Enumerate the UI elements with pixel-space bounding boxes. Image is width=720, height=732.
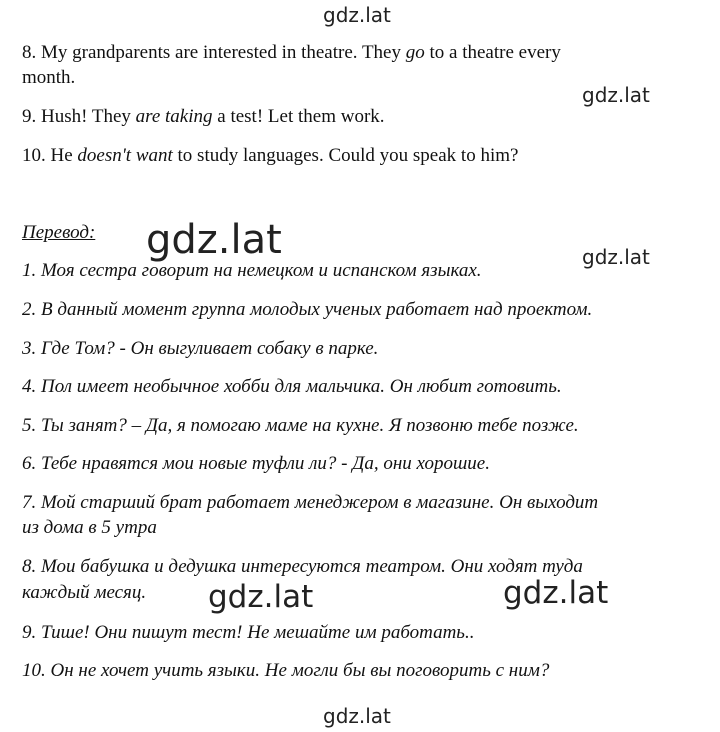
- english-sentence-8-line-2: month.: [22, 67, 76, 88]
- translation-line: 1. Моя сестра говорит на немецком и испанском языках.: [22, 260, 482, 281]
- sentence-text: 8. My grandparents are interested in theatre. They: [22, 42, 406, 63]
- translation-line: 7. Мой старший брат работает менеджером в магазине. Он выходит: [22, 492, 599, 513]
- sentence-text: 9. Hush! They: [22, 106, 136, 127]
- translation-line: 5. Ты занят? – Да, я помогаю маме на кухне. Я позвоню тебе позже.: [22, 415, 579, 436]
- verb-form: doesn't want: [77, 145, 173, 166]
- translation-line: 4. Пол имеет необычное хобби для мальчика. Он любит готовить.: [22, 376, 562, 397]
- translation-heading: Перевод:: [22, 222, 96, 243]
- english-sentence-9: [22, 104, 385, 129]
- translation-line: 8. Мои бабушка и дедушка интересуются театром. Они ходят туда: [22, 556, 583, 577]
- verb-form: go: [405, 42, 425, 63]
- translation-line: 10. Он не хочет учить языки. Не могли бы вы поговорить с ним?: [22, 660, 550, 681]
- watermark-bottom: gdz.lat: [323, 704, 391, 728]
- watermark-right-1: gdz.lat: [582, 83, 650, 107]
- english-sentence-8: [22, 40, 561, 65]
- verb-form: are taking: [135, 106, 213, 127]
- watermark-right-2: gdz.lat: [582, 245, 650, 269]
- sentence-text: to a theatre every: [424, 42, 561, 63]
- watermark-mid-left: gdz.lat: [208, 579, 314, 615]
- watermark-mid-right: gdz.lat: [503, 575, 609, 611]
- sentence-text: a test! Let them work.: [212, 106, 385, 127]
- translation-line: каждый месяц.: [22, 582, 147, 603]
- translation-line: 2. В данный момент группа молодых ученых работает над проектом.: [22, 299, 593, 320]
- sentence-text: to study languages. Could you speak to him?: [172, 145, 519, 166]
- english-sentence-10: [22, 143, 518, 168]
- watermark-big: gdz.lat: [146, 217, 282, 263]
- translation-line: 6. Тебе нравятся мои новые туфли ли? - Да, они хорошие.: [22, 453, 490, 474]
- translation-line: из дома в 5 утра: [22, 517, 157, 538]
- translation-line: 9. Тише! Они пишут тест! Не мешайте им работать..: [22, 622, 475, 643]
- watermark-top: gdz.lat: [323, 3, 391, 27]
- sentence-text: 10. He: [22, 145, 78, 166]
- translation-line: 3. Где Том? - Он выгуливает собаку в парке.: [22, 338, 379, 359]
